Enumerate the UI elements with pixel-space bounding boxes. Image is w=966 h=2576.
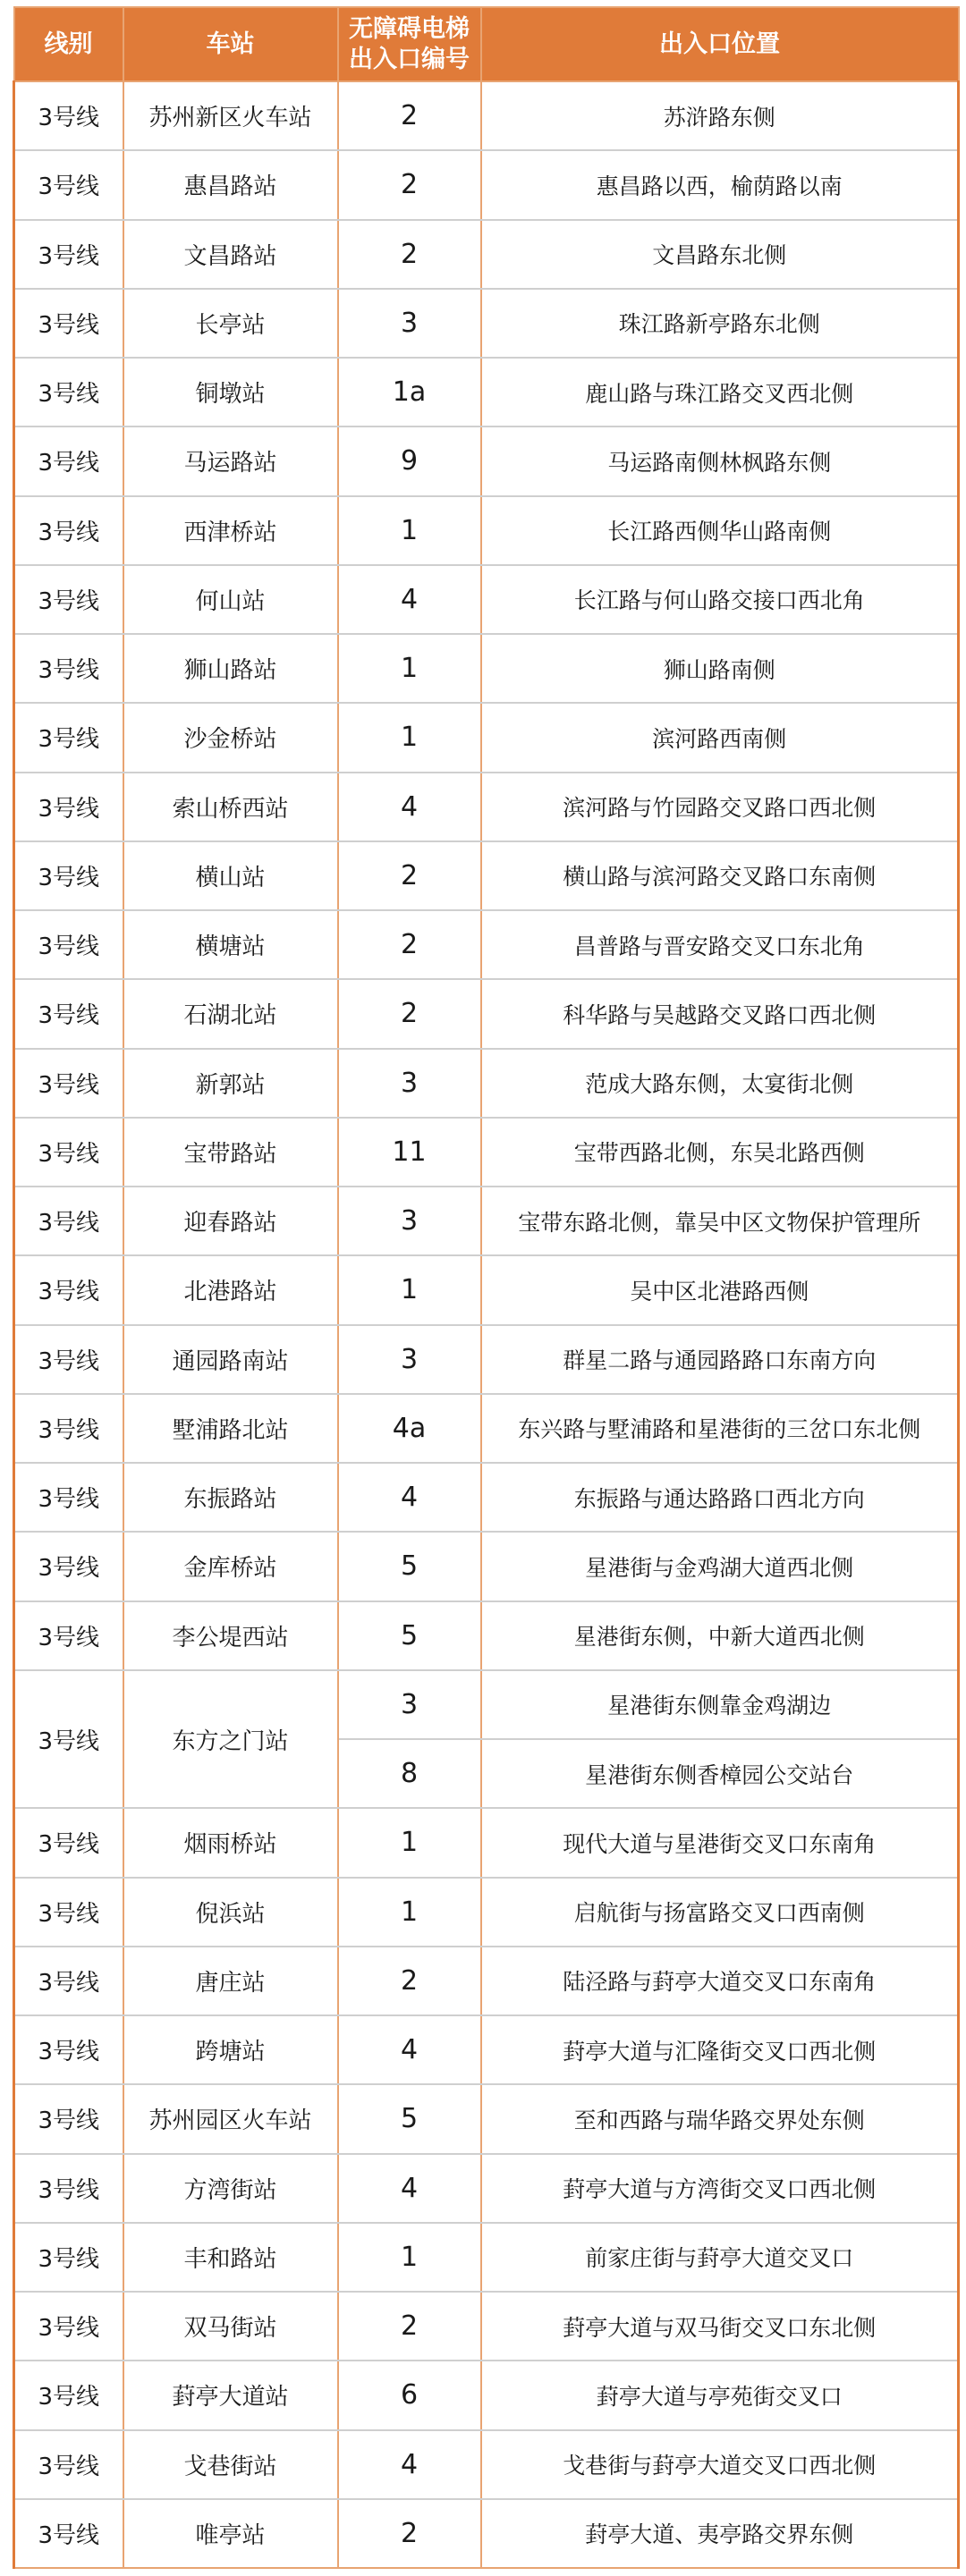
cell-line: 3号线 xyxy=(14,150,123,219)
cell-station: 苏州新区火车站 xyxy=(123,81,338,150)
table-row xyxy=(14,1670,959,1739)
cell-position: 葑亭大道与双马街交叉口东北侧 xyxy=(481,2292,959,2361)
cell-line: 3号线 xyxy=(14,979,123,1048)
cell-station: 沙金桥站 xyxy=(123,703,338,772)
cell-exit-number: 3 xyxy=(338,289,481,358)
cell-station: 苏州园区火车站 xyxy=(123,2084,338,2153)
header-station: 车站 xyxy=(123,7,338,81)
cell-station: 唯亭站 xyxy=(123,2499,338,2568)
cell-line: 3号线 xyxy=(14,634,123,703)
cell-line: 3号线 xyxy=(14,496,123,565)
table-row xyxy=(14,2430,959,2499)
table-row xyxy=(14,1394,959,1463)
cell-exit-number: 2 xyxy=(338,1947,481,2015)
table-row xyxy=(14,1187,959,1255)
cell-line: 3号线 xyxy=(14,1394,123,1463)
cell-position: 星港街东侧，中新大道西北侧 xyxy=(481,1601,959,1670)
table-row xyxy=(14,1601,959,1670)
cell-station: 新郭站 xyxy=(123,1049,338,1118)
cell-position: 宝带西路北侧，东吴北路西侧 xyxy=(481,1118,959,1187)
cell-position: 前家庄街与葑亭大道交叉口 xyxy=(481,2223,959,2292)
cell-position: 星港街与金鸡湖大道西北侧 xyxy=(481,1532,959,1600)
cell-exit-number: 4 xyxy=(338,2154,481,2223)
cell-station: 东方之门站 xyxy=(123,1670,338,1809)
header-exit-number xyxy=(338,7,481,81)
cell-station: 横山站 xyxy=(123,841,338,910)
cell-position: 横山路与滨河路交叉路口东南侧 xyxy=(481,841,959,910)
table-body xyxy=(14,81,959,2568)
cell-exit-number: 1 xyxy=(338,634,481,703)
cell-line: 3号线 xyxy=(14,1325,123,1394)
cell-station: 丰和路站 xyxy=(123,2223,338,2292)
cell-station: 李公堤西站 xyxy=(123,1601,338,1670)
cell-line: 3号线 xyxy=(14,1049,123,1118)
table-header-row xyxy=(14,7,959,81)
cell-line: 3号线 xyxy=(14,1118,123,1187)
cell-line: 3号线 xyxy=(14,565,123,634)
cell-position: 鹿山路与珠江路交叉西北侧 xyxy=(481,358,959,427)
cell-exit-number: 2 xyxy=(338,81,481,150)
cell-exit-number: 4 xyxy=(338,773,481,841)
cell-exit-number: 1 xyxy=(338,496,481,565)
cell-line: 3号线 xyxy=(14,841,123,910)
table-row xyxy=(14,2361,959,2429)
cell-station: 倪浜站 xyxy=(123,1878,338,1947)
cell-position: 葑亭大道、夷亭路交界东侧 xyxy=(481,2499,959,2568)
cell-position: 长江路与何山路交接口西北角 xyxy=(481,565,959,634)
cell-exit-number: 3 xyxy=(338,1325,481,1394)
table-row xyxy=(14,773,959,841)
cell-position: 苏浒路东侧 xyxy=(481,81,959,150)
cell-line: 3号线 xyxy=(14,1255,123,1324)
table-row xyxy=(14,81,959,150)
cell-exit-number: 11 xyxy=(338,1118,481,1187)
cell-position: 陆泾路与葑亭大道交叉口东南角 xyxy=(481,1947,959,2015)
cell-station: 北港路站 xyxy=(123,1255,338,1324)
table-row xyxy=(14,703,959,772)
table-row xyxy=(14,1049,959,1118)
cell-station: 铜墩站 xyxy=(123,358,338,427)
cell-position: 滨河路西南侧 xyxy=(481,703,959,772)
cell-line: 3号线 xyxy=(14,1808,123,1877)
cell-position: 现代大道与星港街交叉口东南角 xyxy=(481,1808,959,1877)
cell-line: 3号线 xyxy=(14,1878,123,1947)
table-row xyxy=(14,427,959,495)
table-row xyxy=(14,220,959,289)
cell-exit-number: 3 xyxy=(338,1187,481,1255)
cell-line: 3号线 xyxy=(14,2154,123,2223)
cell-line: 3号线 xyxy=(14,427,123,495)
table-row xyxy=(14,1463,959,1532)
cell-exit-number: 2 xyxy=(338,2292,481,2361)
cell-exit-number: 6 xyxy=(338,2361,481,2429)
cell-station: 金库桥站 xyxy=(123,1532,338,1600)
cell-exit-number: 1 xyxy=(338,1808,481,1877)
cell-position: 昌普路与晋安路交叉口东北角 xyxy=(481,910,959,979)
cell-exit-number: 4a xyxy=(338,1394,481,1463)
cell-station: 西津桥站 xyxy=(123,496,338,565)
cell-position: 狮山路南侧 xyxy=(481,634,959,703)
cell-exit-number: 8 xyxy=(338,1739,481,1808)
cell-station: 东振路站 xyxy=(123,1463,338,1532)
cell-position: 东兴路与墅浦路和星港街的三岔口东北侧 xyxy=(481,1394,959,1463)
cell-line: 3号线 xyxy=(14,2361,123,2429)
table-row xyxy=(14,565,959,634)
cell-station: 马运路站 xyxy=(123,427,338,495)
table-row xyxy=(14,2292,959,2361)
cell-line: 3号线 xyxy=(14,703,123,772)
cell-line: 3号线 xyxy=(14,2430,123,2499)
cell-station: 宝带路站 xyxy=(123,1118,338,1187)
table-row xyxy=(14,2499,959,2568)
cell-position: 长江路西侧华山路南侧 xyxy=(481,496,959,565)
cell-position: 戈巷街与葑亭大道交叉口西北侧 xyxy=(481,2430,959,2499)
cell-line: 3号线 xyxy=(14,1670,123,1809)
cell-exit-number: 5 xyxy=(338,2084,481,2153)
header-line: 线别 xyxy=(14,7,123,81)
cell-line: 3号线 xyxy=(14,1463,123,1532)
table-row xyxy=(14,841,959,910)
cell-exit-number: 1 xyxy=(338,703,481,772)
table-row xyxy=(14,150,959,219)
table-row xyxy=(14,1118,959,1187)
cell-line: 3号线 xyxy=(14,2084,123,2153)
cell-station: 惠昌路站 xyxy=(123,150,338,219)
cell-line: 3号线 xyxy=(14,2292,123,2361)
cell-line: 3号线 xyxy=(14,1187,123,1255)
cell-station: 长亭站 xyxy=(123,289,338,358)
cell-exit-number: 4 xyxy=(338,2015,481,2084)
table-row xyxy=(14,1325,959,1394)
cell-line: 3号线 xyxy=(14,2223,123,2292)
cell-station: 烟雨桥站 xyxy=(123,1808,338,1877)
cell-exit-number: 1a xyxy=(338,358,481,427)
elevator-exit-table xyxy=(13,6,960,2569)
cell-station: 横塘站 xyxy=(123,910,338,979)
table-row xyxy=(14,1878,959,1947)
cell-station: 何山站 xyxy=(123,565,338,634)
cell-exit-number: 2 xyxy=(338,841,481,910)
table-row xyxy=(14,910,959,979)
cell-exit-number: 4 xyxy=(338,1463,481,1532)
table-row xyxy=(14,1255,959,1324)
cell-position: 葑亭大道与亭苑街交叉口 xyxy=(481,2361,959,2429)
cell-station: 墅浦路北站 xyxy=(123,1394,338,1463)
cell-position: 科华路与吴越路交叉路口西北侧 xyxy=(481,979,959,1048)
table-row xyxy=(14,1808,959,1877)
cell-position: 葑亭大道与汇隆街交叉口西北侧 xyxy=(481,2015,959,2084)
cell-position: 文昌路东北侧 xyxy=(481,220,959,289)
cell-station: 迎春路站 xyxy=(123,1187,338,1255)
cell-station: 跨塘站 xyxy=(123,2015,338,2084)
table-row xyxy=(14,289,959,358)
table-row xyxy=(14,979,959,1048)
cell-exit-number: 4 xyxy=(338,2430,481,2499)
cell-position: 群星二路与通园路路口东南方向 xyxy=(481,1325,959,1394)
header-exit-line1: 无障碍电梯 xyxy=(349,14,470,43)
cell-station: 葑亭大道站 xyxy=(123,2361,338,2429)
cell-position: 珠江路新亭路东北侧 xyxy=(481,289,959,358)
cell-line: 3号线 xyxy=(14,289,123,358)
table-row xyxy=(14,496,959,565)
cell-exit-number: 1 xyxy=(338,1255,481,1324)
cell-position: 启航街与扬富路交叉口西南侧 xyxy=(481,1878,959,1947)
cell-line: 3号线 xyxy=(14,1947,123,2015)
cell-line: 3号线 xyxy=(14,220,123,289)
cell-position: 惠昌路以西，榆荫路以南 xyxy=(481,150,959,219)
cell-position: 范成大路东侧，太宴街北侧 xyxy=(481,1049,959,1118)
table-row xyxy=(14,634,959,703)
cell-line: 3号线 xyxy=(14,358,123,427)
cell-exit-number: 5 xyxy=(338,1532,481,1600)
cell-exit-number: 9 xyxy=(338,427,481,495)
table-row xyxy=(14,2154,959,2223)
cell-exit-number: 2 xyxy=(338,150,481,219)
cell-exit-number: 4 xyxy=(338,565,481,634)
cell-line: 3号线 xyxy=(14,1601,123,1670)
cell-station: 文昌路站 xyxy=(123,220,338,289)
cell-exit-number: 1 xyxy=(338,2223,481,2292)
table-row xyxy=(14,2015,959,2084)
cell-station: 通园路南站 xyxy=(123,1325,338,1394)
cell-exit-number: 3 xyxy=(338,1049,481,1118)
cell-station: 双马街站 xyxy=(123,2292,338,2361)
cell-station: 索山桥西站 xyxy=(123,773,338,841)
table-row xyxy=(14,2084,959,2153)
cell-position: 至和西路与瑞华路交界处东侧 xyxy=(481,2084,959,2153)
table-row xyxy=(14,358,959,427)
cell-position: 滨河路与竹园路交叉路口西北侧 xyxy=(481,773,959,841)
cell-exit-number: 1 xyxy=(338,1878,481,1947)
cell-line: 3号线 xyxy=(14,81,123,150)
cell-position: 吴中区北港路西侧 xyxy=(481,1255,959,1324)
table-row xyxy=(14,1532,959,1600)
cell-station: 戈巷街站 xyxy=(123,2430,338,2499)
cell-station: 唐庄站 xyxy=(123,1947,338,2015)
cell-line: 3号线 xyxy=(14,910,123,979)
cell-exit-number: 2 xyxy=(338,2499,481,2568)
cell-line: 3号线 xyxy=(14,773,123,841)
cell-station: 狮山路站 xyxy=(123,634,338,703)
cell-position: 葑亭大道与方湾街交叉口西北侧 xyxy=(481,2154,959,2223)
cell-exit-number: 2 xyxy=(338,979,481,1048)
cell-position: 星港街东侧靠金鸡湖边 xyxy=(481,1670,959,1739)
table-row xyxy=(14,2223,959,2292)
cell-exit-number: 2 xyxy=(338,220,481,289)
cell-line: 3号线 xyxy=(14,2015,123,2084)
cell-line: 3号线 xyxy=(14,2499,123,2568)
cell-station: 方湾街站 xyxy=(123,2154,338,2223)
cell-position: 宝带东路北侧，靠吴中区文物保护管理所 xyxy=(481,1187,959,1255)
cell-exit-number: 2 xyxy=(338,910,481,979)
header-position: 出入口位置 xyxy=(481,7,959,81)
table-row xyxy=(14,1947,959,2015)
cell-position: 星港街东侧香樟园公交站台 xyxy=(481,1739,959,1808)
header-exit-line2: 出入口编号 xyxy=(349,45,470,73)
cell-position: 马运路南侧林枫路东侧 xyxy=(481,427,959,495)
cell-exit-number: 3 xyxy=(338,1670,481,1739)
elevator-exit-table-sheet xyxy=(13,6,957,2569)
cell-position: 东振路与通达路路口西北方向 xyxy=(481,1463,959,1532)
cell-line: 3号线 xyxy=(14,1532,123,1600)
cell-exit-number: 5 xyxy=(338,1601,481,1670)
cell-station: 石湖北站 xyxy=(123,979,338,1048)
